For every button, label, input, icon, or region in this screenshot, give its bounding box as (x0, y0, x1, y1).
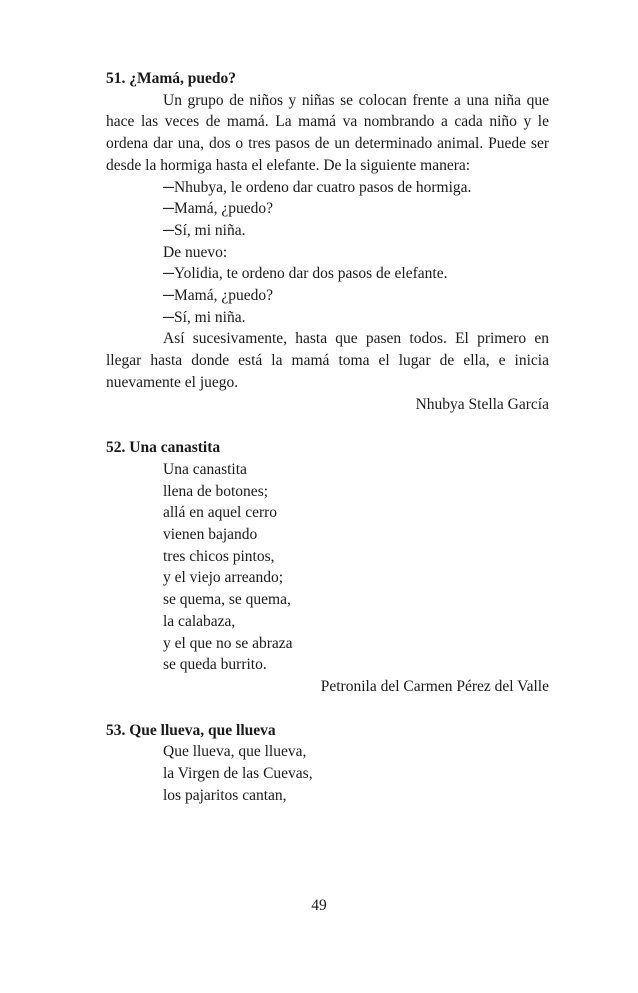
author-attribution: Nhubya Stella García (415, 395, 549, 413)
dialogue-line: ─Sí, mi niña. (163, 308, 246, 326)
verse-line: y el viejo arreando; (163, 569, 284, 587)
verse-line: Una canastita (163, 460, 247, 478)
verse-line: vienen bajando (163, 526, 258, 544)
section-gap (106, 415, 549, 437)
author-attribution: Petronila del Carmen Pérez del Valle (320, 677, 549, 695)
dialogue-line: ─Mamá, ¿puedo? (163, 200, 273, 218)
verse-line: la Virgen de las Cuevas, (163, 765, 313, 783)
paragraph: Así sucesivamente, hasta que pasen todos. El primero en llegar hasta donde está la mamá toma el lugar de ella, e inicia nuevamente el juego. (106, 330, 549, 391)
verse-line: se queda burrito. (163, 656, 267, 674)
dialogue-line: ─Sí, mi niña. (163, 221, 246, 239)
dialogue-line: ─Mamá, ¿puedo? (163, 287, 273, 305)
paragraph: Un grupo de niños y niñas se colocan frente a una niña que hace las veces de mamá. La mamá va nombrando a cada niño y le ordena dar una, dos o tres pasos de un determinado animal. Puede ser desde la hormiga hasta el elefante. De la siguiente manera: (106, 91, 549, 174)
section-heading: 51. ¿Mamá, puedo? (106, 70, 237, 87)
verse-line: Que llueva, que llueva, (163, 743, 307, 761)
verse-line: se quema, se quema, (163, 591, 291, 609)
verse-line: llena de botones; (163, 482, 269, 500)
section-heading: 53. Que llueva, que llueva (106, 721, 276, 739)
section-heading: 52. Una canastita (106, 439, 221, 457)
page-number: 49 (311, 897, 327, 914)
dialogue-line: ─Nhubya, le ordeno dar cuatro pasos de hormiga. (163, 178, 472, 196)
verse-line: y el que no se abraza (163, 634, 293, 652)
verse-line: los pajaritos cantan, (163, 786, 287, 804)
dialogue-line: ─Yolidia, te ordeno dar dos pasos de elefante. (163, 265, 448, 283)
text-column (106, 68, 549, 807)
verse-line: tres chicos pintos, (163, 547, 275, 565)
verse-line: allá en aquel cerro (163, 504, 278, 522)
section-gap (106, 698, 549, 720)
verse-line: la calabaza, (163, 612, 236, 630)
dialogue-line: De nuevo: (163, 243, 228, 261)
